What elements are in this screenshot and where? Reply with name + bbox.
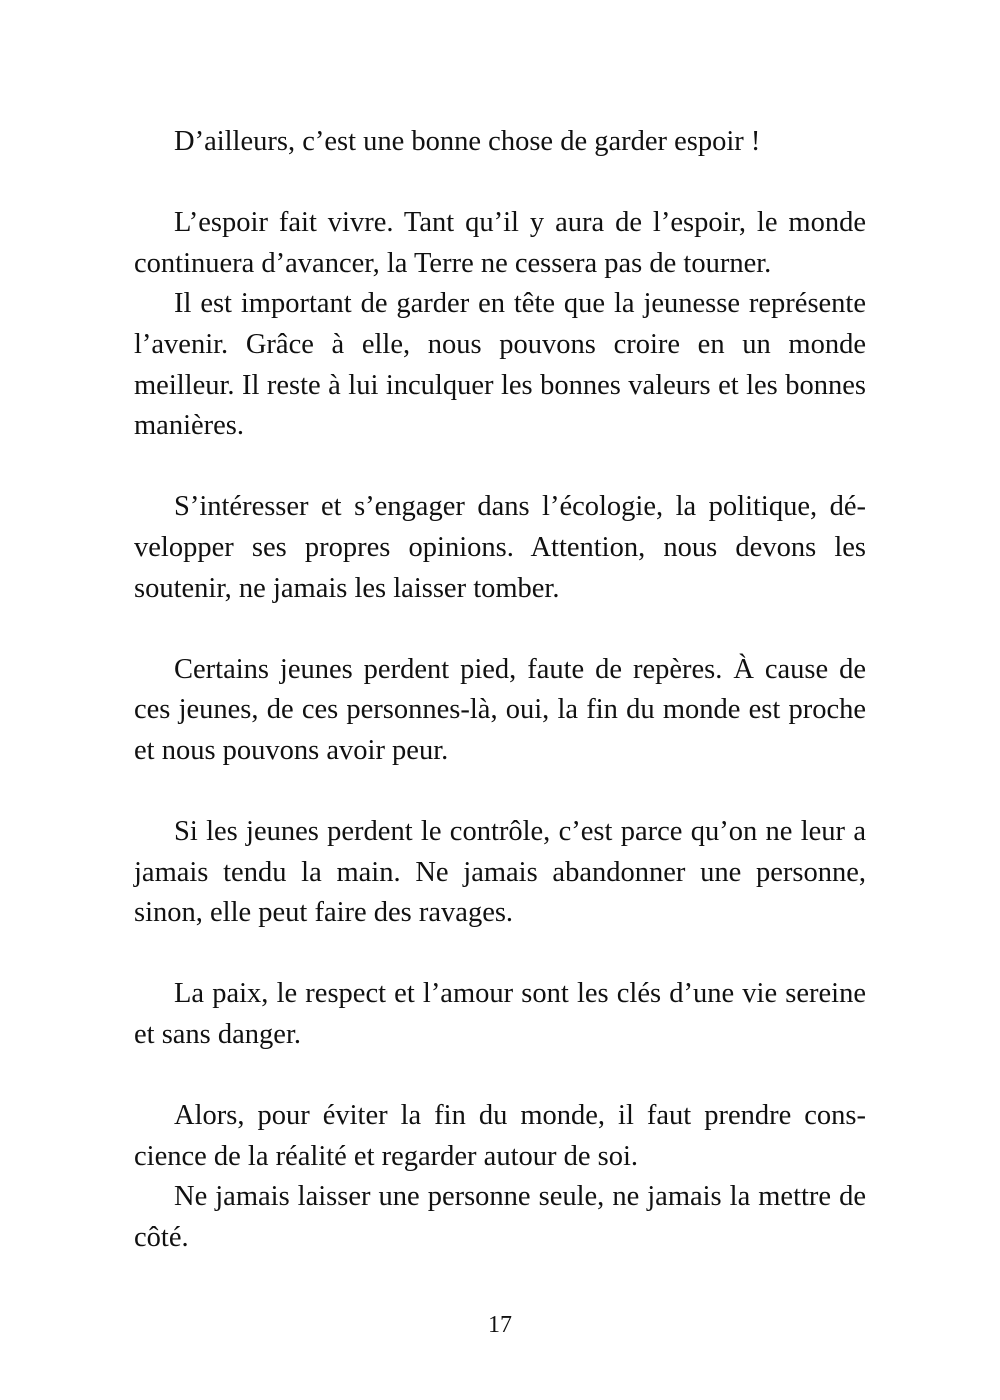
page-number: 17 [488,1312,512,1338]
paragraph-spacer [134,609,866,650]
paragraph-spacer [134,934,866,975]
paragraph-4: S’intéresser et s’engager dans l’écologie, la politique, développer ses propres opinions. Attention, nous devons les soutenir, ne jamais les laisser tomber. [134,491,866,604]
paragraph-spacer [134,447,866,488]
body-text [134,122,866,1259]
paragraph-2: L’espoir fait vivre. Tant qu’il y aura de l’espoir, le monde continuera d’avancer, la Terre ne cessera pas de tourner. [134,207,866,279]
paragraph-spacer [134,163,866,204]
paragraph-spacer [134,1056,866,1097]
paragraph-7: La paix, le respect et l’amour sont les clés d’une vie sereine et sans danger. [134,978,866,1051]
paragraph-6: Si les jeunes perdent le contrôle, c’est parce qu’on ne leur a jamais tendu la main. Ne jamais abandonner une personne, sinon, elle peut faire des ravages. [134,816,866,929]
paragraph-spacer [134,772,866,813]
paragraph-8: Alors, pour éviter la fin du monde, il faut prendre conscience de la réalité et regarder autour de soi. [134,1100,866,1172]
paragraph-9: Ne jamais laisser une personne seule, ne jamais la mettre de côté. [134,1181,866,1254]
paragraph-1: D’ailleurs, c’est une bonne chose de garder espoir ! [174,126,761,157]
paragraph-5: Certains jeunes perdent pied, faute de repères. À cause de ces jeunes, de ces personnes-là, oui, la fin du monde est proche et nous pouvons avoir peur. [134,653,866,766]
paragraph-3: Il est important de garder en tête que la jeunesse représente l’avenir. Grâce à elle, nous pouvons croire en un monde meilleur. Il reste à lui inculquer les bonnes valeurs et les bonnes manières. [134,288,866,442]
